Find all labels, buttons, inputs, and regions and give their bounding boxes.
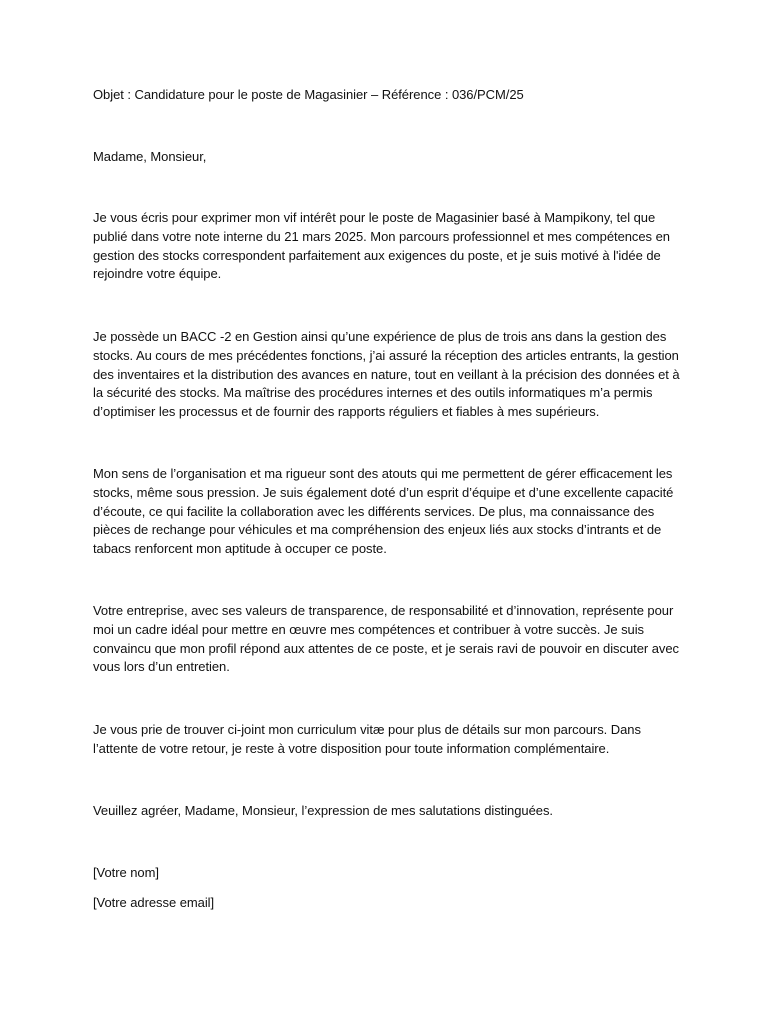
letter-closing: Veuillez agréer, Madame, Monsieur, l’expression de mes salutations distinguées. <box>93 803 553 818</box>
letter-salutation: Madame, Monsieur, <box>93 149 207 164</box>
paragraph-intro: Je vous écris pour exprimer mon vif intérêt pour le poste de Magasinier basé à Mampikony, tel que publié dans votre note interne du 21 mars 2025. Mon parcours professionnel et mes compétences en gestion des stocks correspondent parfaitement aux exigences du poste, et je suis motivé à l'idée de rejoindre votre équipe. <box>93 210 670 282</box>
letter-subject: Objet : Candidature pour le poste de Magasinier – Référence : 036/PCM/25 <box>93 87 524 102</box>
signature-name: [Votre nom] <box>93 865 159 880</box>
paragraph-qualities: Mon sens de l’organisation et ma rigueur sont des atouts qui me permettent de gérer efficacement les stocks, même sous pression. Je suis également doté d’un esprit d’équipe et d’une excellente capacité d’écoute, ce qui facilite la collaboration avec les différents services. De plus, ma connaissance des pièces de rechange pour véhicules et ma compréhension des enjeux liés aux stocks d’intrants et de tabacs renforcent mon aptitude à occuper ce poste. <box>93 466 674 557</box>
paragraph-experience: Je possède un BACC -2 en Gestion ainsi qu’une expérience de plus de trois ans dans la gestion des stocks. Au cours de mes précédentes fonctions, j’ai assuré la réception des articles entrants, la gestion des inventaires et la distribution des avances en nature, tout en veillant à la précision des données et à la sécurité des stocks. Ma maîtrise des procédures internes et des outils informatiques m’a permis d’optimiser les processus et de fournir des rapports réguliers et fiables à mes supérieurs. <box>93 329 680 420</box>
paragraph-company: Votre entreprise, avec ses valeurs de transparence, de responsabilité et d’innovation, représente pour moi un cadre idéal pour mettre en œuvre mes compétences et contribuer à votre succès. Je suis convaincu que mon profil répond aux attentes de ce poste, et je serais ravi de pouvoir en discuter avec vous lors d’un entretien. <box>93 603 679 675</box>
paragraph-attachment: Je vous prie de trouver ci-joint mon curriculum vitæ pour plus de détails sur mon parcours. Dans l’attente de votre retour, je reste à votre disposition pour toute information complémentaire. <box>93 722 641 756</box>
signature-email: [Votre adresse email] <box>93 895 215 910</box>
